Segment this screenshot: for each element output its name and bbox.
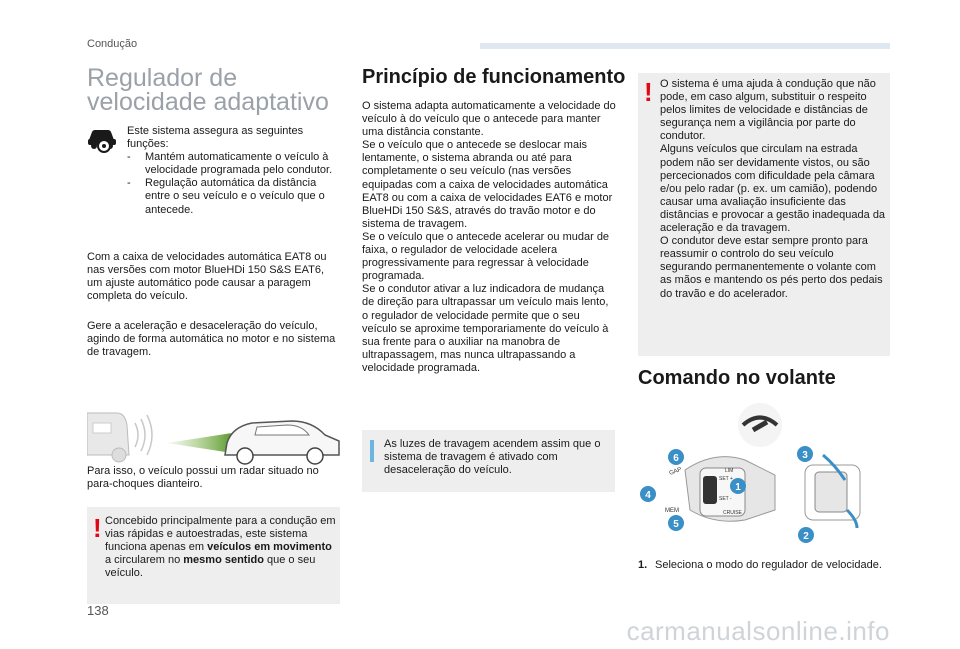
page-title: Regulador de velocidade adaptativo — [87, 64, 329, 116]
info-text: As luzes de travagem acendem assim que o sistema de travagem é ativado com desaceleração do veículo. — [384, 438, 601, 477]
info-bar-icon — [370, 440, 374, 462]
warning-exclamation-icon: ! — [644, 77, 653, 107]
radar-illustration — [87, 405, 342, 465]
warning-text-right: O sistema é uma ajuda à condução que não pode, em caso algum, substituir o respeito pelos limites de velocidade e distâncias de segurança nem a vigilância por parte do condutor. Alguns veículos que circulam na estrada podem não ser devidamente vistos, ou são percecionados com dificuldade pela câmara e/ou pelo radar (p. ex. um camião), podendo causar uma avaliação insuficiente das distâncias e provocar a gestão inadequada da aceleração e da travagem. O condutor deve estar sempre pronto para reassumir o controlo do seu veículo segurando permanentemente o volante com as mãos e mantendo os pés perto dos pedais do travão e do acelerador. — [660, 78, 886, 300]
page-number: 138 — [87, 603, 109, 618]
control-item-1 — [638, 559, 888, 572]
section-heading-principle: Princípio de funcionamento — [362, 66, 626, 88]
paragraph-acceleration: Gere a aceleração e desaceleração do veículo, agindo de forma automática no motor e no sistema de travagem. — [87, 320, 336, 359]
svg-text:3: 3 — [802, 450, 808, 461]
section-heading-steering: Comando no volante — [638, 367, 836, 389]
functions-list — [127, 151, 342, 216]
svg-text:LIM: LIM — [725, 468, 734, 474]
svg-text:6: 6 — [673, 453, 679, 464]
svg-text:2: 2 — [803, 531, 809, 542]
watermark: carmanualsonline.info — [626, 616, 890, 646]
svg-text:4: 4 — [645, 490, 651, 501]
warning-exclamation-icon: ! — [93, 513, 102, 543]
paragraph-eat8: Com a caixa de velocidades automática EAT8 ou nas versões com motor BlueHDi 150 S&S EAT6, um ajuste automático pode causar a paragem completa do veículo. — [87, 251, 327, 303]
car-settings-icon — [86, 124, 120, 154]
svg-text:GAP: GAP — [668, 466, 683, 477]
warning-text: Concebido principalmente para a condução em vias rápidas e autoestradas, este sistema funciona apenas em veículos em movimento a circularem no mesmo sentido que o seu veículo. — [105, 515, 336, 580]
svg-text:MEM: MEM — [665, 508, 679, 514]
principle-body: O sistema adapta automaticamente a velocidade do veículo à do veículo que o antecede para manter uma distância constante. Se o veículo que o antecede se deslocar mais lentamente, o sistema abranda ou até para completamente o seu veículo (nas versões equipadas com a caixa de velocidades automática EAT8 ou com a caixa de velocidades EAT6 e motor BlueHDi 150 S&S, através do travão motor e do sistema de travagem. Se o veículo que o antecede acelerar ou mudar de faixa, o regulador de velocidade acelera progressivamente para regressar à velocidade programada. Se o condutor ativar a luz indicadora de mudança de direção para ultrapassar um veículo mais lento, o regulador de velocidade permite que o seu veículo se aproxime temporariamente do veículo à sua frente para o auxiliar na manobra de ultrapassagem, mas nunca ultrapassando a velocidade programada. — [362, 100, 616, 374]
intro-text: Este sistema assegura as seguintes funções: — [127, 125, 304, 151]
svg-text:SET -: SET - — [719, 496, 732, 502]
intro-block — [127, 125, 342, 217]
item-number: 1. — [638, 559, 648, 571]
steering-control-diagram — [635, 400, 885, 550]
item-text: Seleciona o modo do regulador de velocidade. — [655, 559, 882, 571]
steering-wheel-icon — [738, 403, 782, 447]
svg-text:CRUISE: CRUISE — [723, 510, 742, 516]
svg-text:5: 5 — [673, 519, 679, 530]
warning-box-left — [87, 507, 340, 604]
header-bar — [480, 43, 890, 49]
section-label: Condução — [87, 38, 138, 50]
radar-caption: Para isso, o veículo possui um radar situado no para-choques dianteiro. — [87, 465, 319, 491]
svg-text:SET +: SET + — [719, 476, 733, 482]
list-item: - Regulação automática da distância entre o seu veículo e o veículo que o antecede. — [127, 177, 342, 216]
svg-text:1: 1 — [735, 482, 741, 493]
warning-box-right — [638, 73, 890, 356]
info-box — [362, 430, 615, 492]
list-item: - Mantém automaticamente o veículo à velocidade programada pelo condutor. — [127, 151, 342, 177]
